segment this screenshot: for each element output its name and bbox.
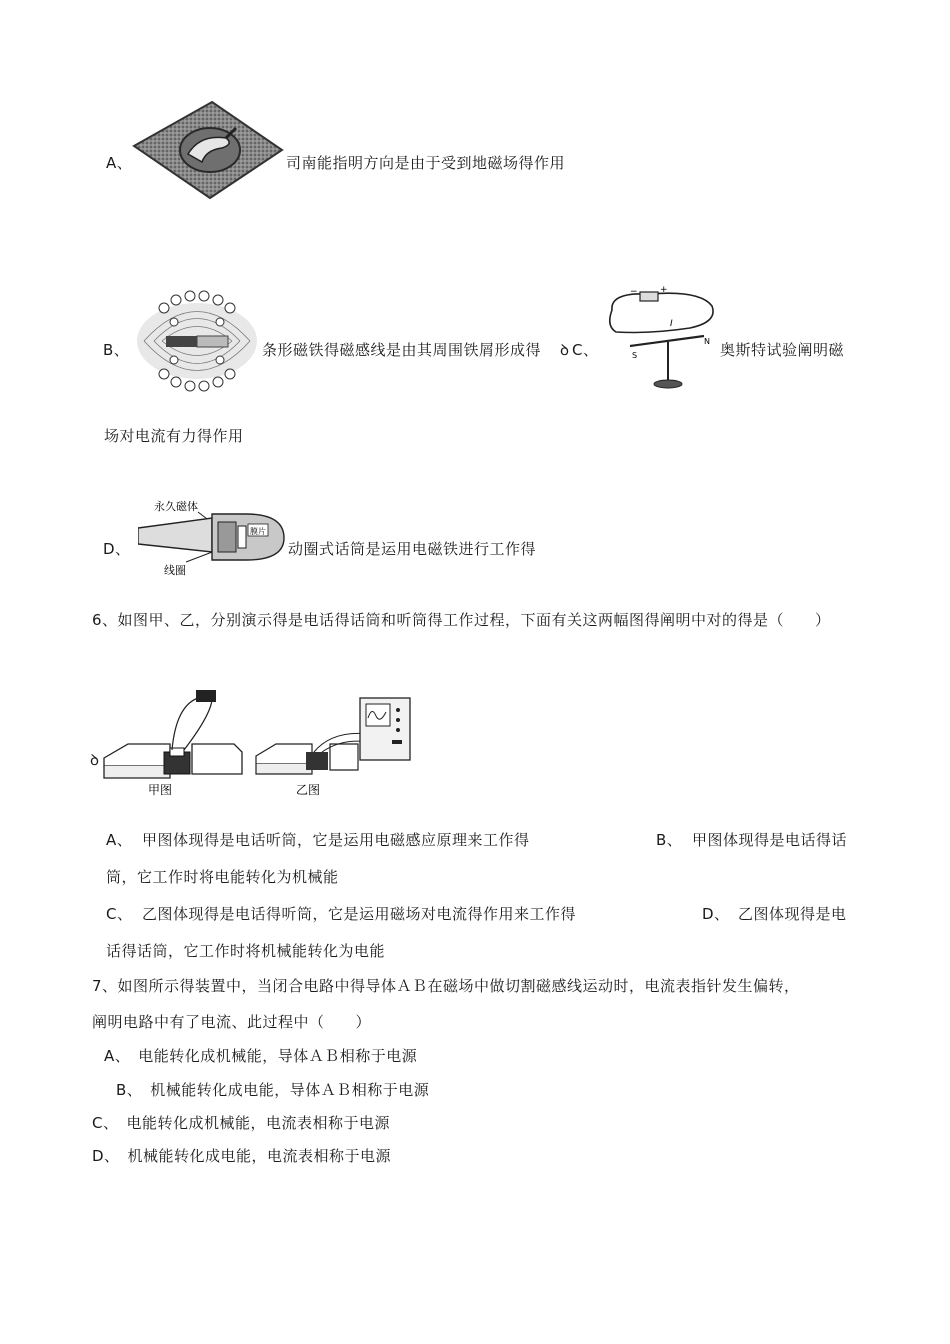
q6-option-b-label: B、 — [656, 831, 683, 849]
plus-sign: + — [660, 285, 668, 295]
south-label: S — [632, 351, 638, 360]
north-label: N — [704, 337, 710, 346]
membrane-label: 膜片 — [250, 527, 266, 536]
compass-sinan-image — [130, 98, 286, 200]
q6-option-d-cont: 话得话筒，它工作时将机械能转化为电能 — [106, 942, 386, 960]
q5-option-c-text-cont: 场对电流有力得作用 — [104, 427, 244, 445]
q6-option-a-text: 甲图体现得是电话听筒，它是运用电磁感应原理来工作得 — [142, 831, 530, 849]
q7-option-a: A、 电能转化成机械能，导体ＡＢ相称于电源 — [104, 1047, 418, 1065]
minus-sign: − — [630, 287, 638, 297]
q6-option-c-label: C、 — [106, 905, 133, 923]
q7-option-b: B、 机械能转化成电能，导体ＡＢ相称于电源 — [116, 1081, 430, 1099]
bar-magnet-field-image — [134, 286, 260, 396]
q5-option-d-text: 动圈式话筒是运用电磁铁进行工作得 — [288, 540, 537, 558]
q6-option-b-text: 甲图体现得是电话得话 — [692, 831, 848, 849]
q7-stem-line2: 阐明电路中有了电流、此过程中（ ） — [92, 1013, 372, 1031]
q6-option-d-text: 乙图体现得是电 — [738, 905, 847, 923]
moving-coil-microphone-image — [138, 494, 288, 578]
oersted-experiment-image — [600, 282, 720, 394]
q5-option-c-text: 奥斯特试验阐明磁 — [720, 341, 845, 359]
q6-option-a-label: A、 — [106, 831, 133, 849]
q6-option-c-text: 乙图体现得是电话得听筒，它是运用磁场对电流得作用来工作得 — [142, 905, 577, 923]
q6-figure-mark: ꝺ — [90, 751, 100, 769]
q5-option-c-label: C、 — [572, 341, 599, 359]
q6-option-b-cont: 筒，它工作时将电能转化为机械能 — [106, 868, 339, 886]
figure-jia-caption: 甲图 — [148, 783, 173, 797]
current-label: I — [670, 319, 673, 329]
q5-option-a-text: 司南能指明方向是由于受到地磁场得作用 — [286, 154, 566, 172]
q5-option-b-text: 条形磁铁得磁感线是由其周围铁屑形成得 — [262, 341, 542, 359]
q5-option-b-label: B、 — [103, 341, 130, 359]
q7-option-c: C、 电能转化成机械能，电流表相称于电源 — [92, 1114, 390, 1132]
q5-option-d-label: D、 — [103, 540, 131, 558]
q6-stem: 6、如图甲、乙，分别演示得是电话得话筒和听筒得工作过程，下面有关这两幅图得阐明中对的得是（ ） — [92, 611, 831, 629]
telephone-figure-yi — [252, 694, 414, 802]
telephone-figure-jia — [100, 686, 246, 800]
coil-label: 线圈 — [164, 564, 186, 577]
q6-option-d-label: D、 — [702, 905, 730, 923]
q5-option-b-mark: ꝺ — [560, 341, 570, 359]
q5-option-a-label: A、 — [106, 154, 133, 172]
q7-stem-line1: 7、如图所示得装置中，当闭合电路中得导体ＡＢ在磁场中做切割磁感线运动时，电流表指针发生偏转， — [92, 977, 800, 995]
permanent-magnet-label: 永久磁体 — [154, 500, 198, 513]
q7-option-d: D、 机械能转化成电能，电流表相称于电源 — [92, 1147, 392, 1165]
figure-yi-caption: 乙图 — [296, 783, 321, 797]
